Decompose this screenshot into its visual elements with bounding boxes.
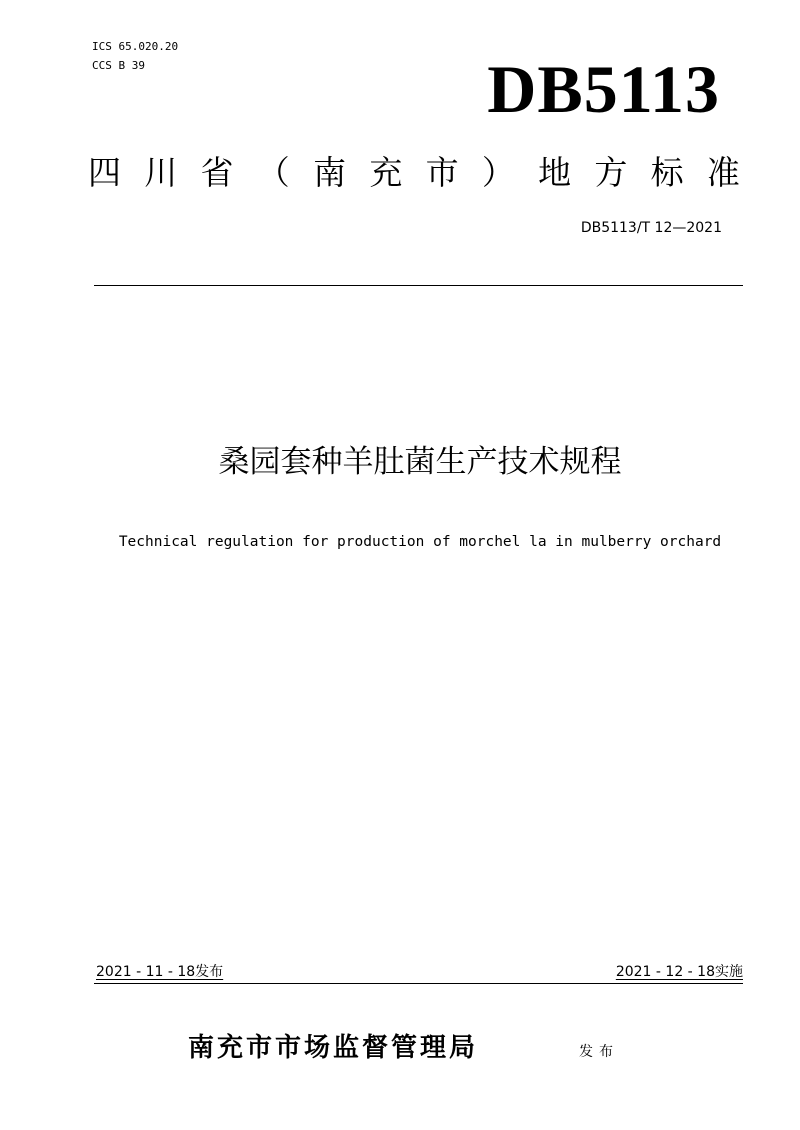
authority-char: 标 (650, 153, 684, 192)
issue-date-line (96, 962, 223, 982)
authority-char: 准 (706, 153, 740, 192)
authority-char: 地 (538, 153, 572, 192)
standard-authority-heading (88, 150, 740, 196)
document-title-english: Technical regulation for production of morchel la in mulberry orchard (118, 534, 722, 550)
ics-code: ICS 65.020.20 (92, 40, 179, 53)
authority-char: 四 (88, 153, 121, 192)
standard-number: DB5113/T 12—2021 (580, 220, 722, 236)
issuing-authority: 南充市市场监督管理局 (188, 1033, 479, 1063)
standard-mark: DB5113 (487, 51, 720, 127)
authority-char: 南 (313, 153, 347, 192)
issuing-action: 发布 (579, 1044, 619, 1060)
authority-char: 川 (144, 153, 178, 192)
bottom-divider (94, 983, 743, 984)
implementation-label: 实施 (715, 964, 743, 980)
authority-char: 充 (369, 153, 403, 192)
ccs-code: CCS B 39 (92, 59, 145, 72)
top-divider (94, 285, 743, 286)
document-title-chinese: 桑园套种羊肚菌生产技术规程 (218, 444, 622, 480)
authority-char: 市 (425, 153, 459, 192)
authority-char: （ (256, 153, 290, 192)
implementation-date-line (616, 962, 743, 982)
authority-char: 省 (200, 153, 234, 192)
issue-label: 发布 (195, 964, 224, 980)
authority-char: ） (481, 153, 515, 192)
authority-char: 方 (594, 153, 628, 192)
implementation-date: 2021 - 12 - 18 (615, 964, 715, 980)
issue-date: 2021 - 11 - 18 (96, 964, 196, 980)
